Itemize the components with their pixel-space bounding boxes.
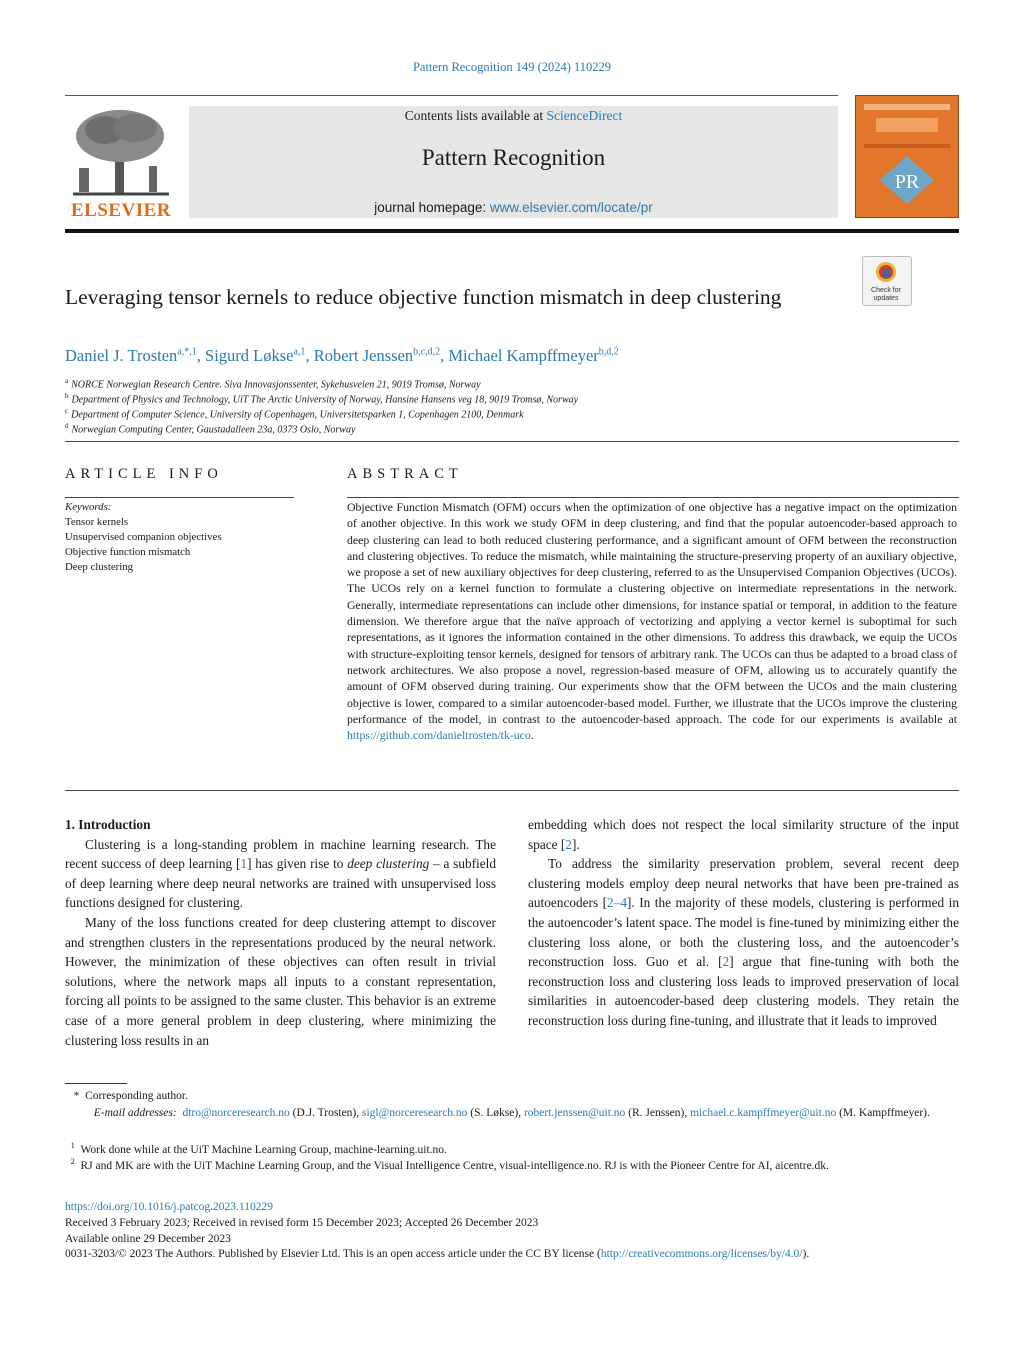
footnote-1: $^1$ Work done while at the UiT Machine Learning Group, machine-learning.uit.no. xyxy=(70,1141,447,1156)
code-link[interactable]: https://github.com/danieltrosten/tk-uco xyxy=(347,728,531,743)
email-link[interactable]: sigl@norceresearch.no xyxy=(362,1107,468,1119)
email-link[interactable]: robert.jenssen@uit.no xyxy=(523,1107,626,1119)
check-updates-label-2: updates xyxy=(873,295,899,302)
divider xyxy=(65,497,294,498)
svg-text:PR: PR xyxy=(894,171,920,193)
paragraph: Clustering is a long-standing problem in machine learning research. The recent success of deep learning [1] has given rise to deep clustering – a subfield of deep learning where deep neural networks are trained with unsupervised loss functions designed for clustering. xyxy=(65,836,496,911)
affiliation: $^d$ Norwegian Computing Center, Gaustadalleen 23a, 0373 Oslo, Norway xyxy=(65,422,356,436)
citation-link[interactable]: 1 xyxy=(240,856,248,872)
keywords-block xyxy=(65,500,294,575)
journal-title: Pattern Recognition xyxy=(421,145,606,170)
author-name[interactable]: Michael Kampffmeyer xyxy=(448,346,599,365)
paragraph: To address the similarity preservation problem, several recent deep clustering models employ deep neural networks that have been pre-trained as autoencoders [2–4]. In the majority of these models, clustering is performed in the autoencoder’s latent space. The model is fine-tuned by minimizing either the clustering loss alone, or both the clustering loss, and the autoencoder’s reconstruction loss. Guo et al. [2] argue that fine-tuning with both the reconstruction loss and clustering loss leads to improved preservation of local similarities in autoencoder-based deep clustering models. They retain the reconstruction loss during fine-tuning, and illustrate that it leads to improved xyxy=(528,856,959,1028)
citation-link[interactable]: 2–4 xyxy=(607,895,627,911)
doi-link[interactable]: https://doi.org/10.1016/j.patcog.2023.110229 xyxy=(65,1201,273,1213)
footnote-rule xyxy=(65,1083,127,1084)
divider xyxy=(65,790,959,791)
affiliation: $^b$ Department of Physics and Technology, UiT The Arctic University of Norway, Hansine Hansens veg 18, 9019 Tromsø, Norway xyxy=(65,392,579,406)
citation-link[interactable]: 2 xyxy=(722,954,730,970)
license-link[interactable]: http://creativecommons.org/licenses/by/4.0/ xyxy=(600,1248,803,1260)
contents-line: Contents lists available at ScienceDirect xyxy=(404,108,623,123)
license-statement: 0031-3203/© 2023 The Authors. Published by Elsevier Ltd. This is an open access article under the CC BY license (http://creativecommons.org/licenses/by/4.0/). xyxy=(65,1248,810,1260)
keyword: Unsupervised companion objectives xyxy=(65,531,222,543)
keyword: Objective function mismatch xyxy=(65,546,191,558)
email-link[interactable]: dtro@norceresearch.no xyxy=(182,1107,290,1119)
elsevier-wordmark: ELSEVIER xyxy=(70,200,172,221)
sciencedirect-link[interactable]: ScienceDirect xyxy=(546,108,623,123)
author-name[interactable]: Sigurd Løkse xyxy=(205,346,294,365)
available-online: Available online 29 December 2023 xyxy=(65,1233,231,1245)
article-title: Leveraging tensor kernels to reduce objective function mismatch in deep clustering xyxy=(65,285,782,309)
corresponding-author-note: * Corresponding author. xyxy=(65,1090,188,1102)
section-title: 1. Introduction xyxy=(65,817,151,832)
check-for-updates-badge[interactable] xyxy=(862,256,912,306)
abstract-heading: ABSTRACT xyxy=(347,466,463,482)
author-name[interactable]: Daniel J. Trosten xyxy=(65,346,178,365)
affiliation: $^a$ NORCE Norwegian Research Centre. Siva Innovasjonssenter, Sykehusveien 21, 9019 Tromsø, Norway xyxy=(65,377,481,391)
homepage-link[interactable]: www.elsevier.com/locate/pr xyxy=(489,200,653,215)
check-updates-label: Check for xyxy=(871,287,901,294)
author-name[interactable]: Robert Jenssen xyxy=(313,346,414,365)
author-list: Daniel J. Trosten$^{a,*,1}$, Sigurd Løkse$^{a,1}$, Robert Jenssen$^{b,c,d,2}$, Michael Kampffmeyer$^{b,d,2}$ xyxy=(65,346,619,365)
journal-homepage: journal homepage: www.elsevier.com/locate/pr xyxy=(374,200,653,215)
abstract-text: Objective Function Mismatch (OFM) occurs when the optimization of one objective has a negative impact on the optimization of another objective. In this work we study OFM in deep clustering, and find that the popular autoencoder-based approach to deep clustering can lead to both reduced clustering performance, and a significant amount of OFM between the reconstruction and clustering objectives. To reduce the mismatch, while maintaining the structure-preserving property of an auxiliary objective, we propose a set of new auxiliary objectives for deep clustering, referred to as the Unsupervised Companion Objectives (UCOs). The UCOs rely on a kernel function to formulate a clustering objective on intermediate representations in the network. Generally, intermediate representations can include other dimensions, for instance spatial or temporal, in addition to the feature dimension. We therefore argue that the naïve approach of vectorizing and applying a vector kernel is suboptimal for such representations, as it ignores the information contained in the other dimensions. To address this drawback, we equip the UCOs with structure-exploiting tensor kernels, designed for tensors of arbitrary rank. The UCOs can thus be adapted to a broad class of network architectures. We also propose a novel, regression-based measure of OFM, allowing us to accurately quantify the amount of OFM observed during training. Our experiments show that the OFM between the UCOs and the main clustering objective is lower, compared to a similar autoencoder-based model. Further, we illustrate that the UCOs improve the clustering performance of the model, in contrast to the autoencoder-based approach. The code for our experiments is available at https://github.com/danieltrosten/tk-uco. xyxy=(347,500,957,743)
journal-cover-image xyxy=(855,95,959,218)
journal-reference[interactable]: Pattern Recognition 149 (2024) 110229 xyxy=(412,60,612,74)
affiliation: $^c$ Department of Computer Science, University of Copenhagen, Universitetsparken 1, Copenhagen 2100, Denmark xyxy=(65,407,524,421)
article-info-heading: ARTICLE INFO xyxy=(65,466,223,482)
citation-link[interactable]: 2 xyxy=(565,836,572,852)
keywords-label: Keywords: xyxy=(65,501,112,513)
email-link[interactable]: michael.c.kampffmeyer@uit.no xyxy=(690,1107,837,1119)
body-column-left xyxy=(65,815,496,1050)
received-dates: Received 3 February 2023; Received in revised form 15 December 2023; Accepted 26 December 2023 xyxy=(65,1217,539,1229)
email-addresses: E-mail addresses: dtro@norceresearch.no (D.J. Trosten), sigl@norceresearch.no (S. Løkse), robert.jenssen@uit.no (R. Jenssen), michael.c.kampffmeyer@uit.no (M. Kampffmeyer). xyxy=(93,1107,930,1119)
header-thick-rule xyxy=(65,229,959,233)
divider xyxy=(347,497,959,498)
paragraph: embedding which does not respect the local similarity structure of the input space [2]. xyxy=(528,817,959,852)
divider xyxy=(65,441,959,442)
paragraph: Many of the loss functions created for deep clustering attempt to discover and strengthen clusters in the representations produced by the neural network. However, the minimization of these objectives can often result in trivial solutions, where the network maps all inputs to a constant representation, forcing all points to be assigned to the same cluster. This behavior is an extreme case of a more general problem in deep clustering, where minimizing the clustering loss results in an xyxy=(65,914,496,1048)
keyword: Deep clustering xyxy=(65,561,134,573)
keyword: Tensor kernels xyxy=(65,516,129,528)
header-rule xyxy=(65,95,838,96)
body-column-right xyxy=(528,815,959,1031)
footnote-2: $^2$ RJ and MK are with the UiT Machine Learning Group, and the Visual Intelligence Centre, visual-intelligence.no. RJ is with the Pioneer Centre for AI, aicentre.dk. xyxy=(70,1157,829,1172)
